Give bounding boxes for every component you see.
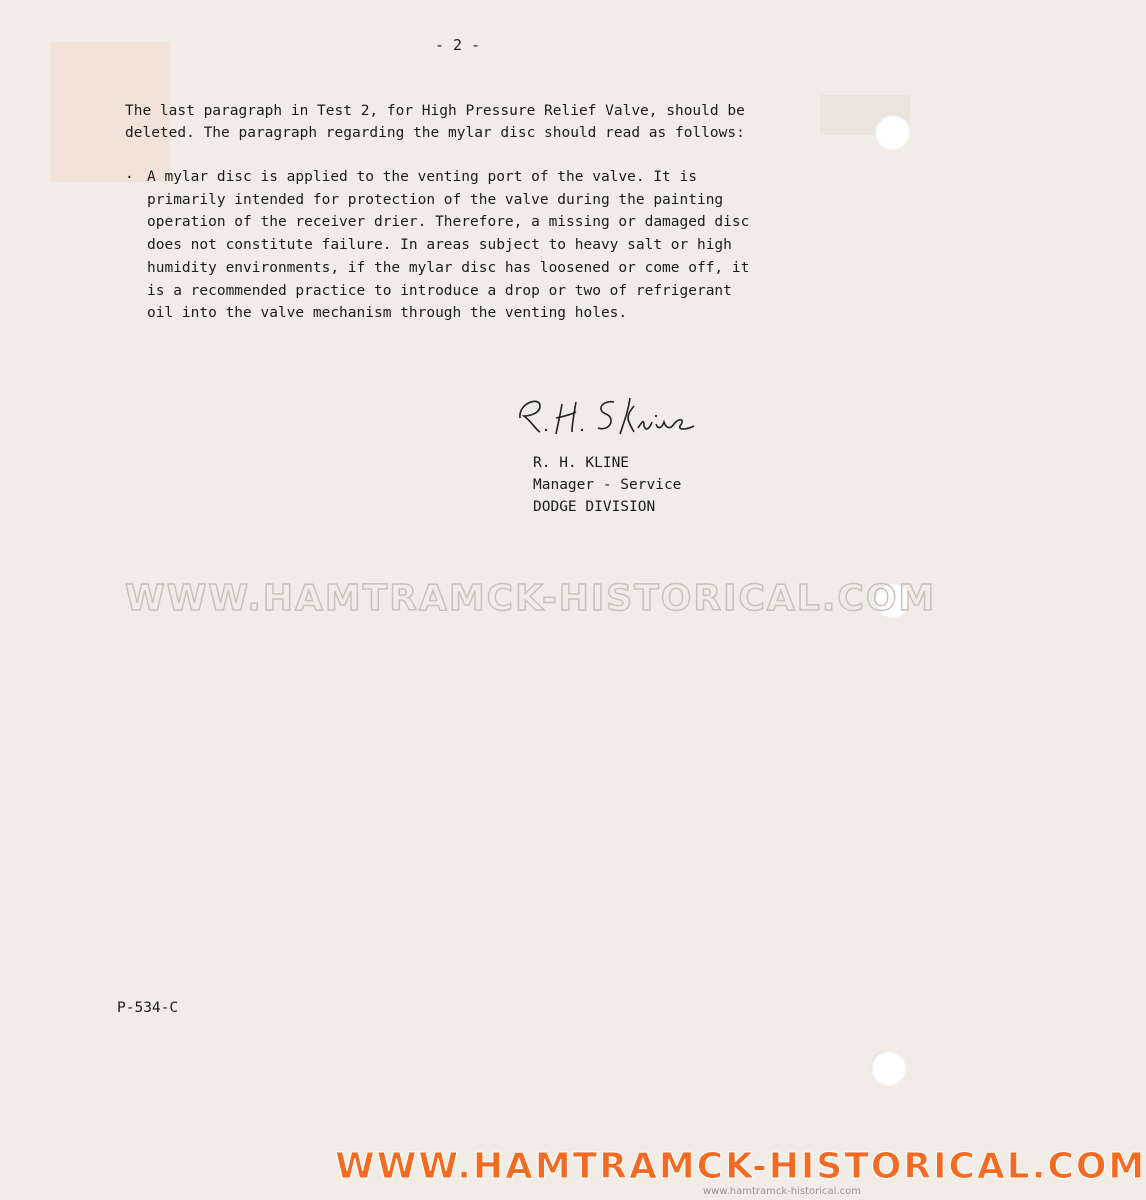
- watermark-middle: WWW.HAMTRAMCK-HISTORICAL.COM: [125, 578, 937, 619]
- paragraph-mylar-disc: A mylar disc is applied to the venting port of the valve. It is primarily intended for protection of the valve during the painting operation of the receiver drier. Therefore, a missing or damaged disc does not constitute failure. In areas subject to heavy salt or high humidity environments, if the mylar disc has loosened or come off, it is a recommended practice to introduce a drop or two of refrigerant oil into the valve mechanism through the venting holes.: [147, 169, 750, 322]
- signature: [510, 388, 720, 448]
- signer-name: R. H. KLINE: [533, 455, 630, 471]
- signer-title: Manager - Service: [533, 477, 682, 493]
- watermark-small: www.hamtramck-historical.com: [703, 1186, 861, 1197]
- paragraph-correction-intro: The last paragraph in Test 2, for High Pressure Relief Valve, should be deleted. The paragraph regarding the mylar disc should read as follows:: [125, 103, 745, 141]
- document-code: P-534-C: [117, 1000, 179, 1016]
- watermark-bottom: WWW.HAMTRAMCK-HISTORICAL.COM: [335, 1146, 1146, 1187]
- bullet-point: .: [125, 166, 134, 182]
- page-number: - 2 -: [435, 36, 481, 54]
- signer-division: DODGE DIVISION: [533, 499, 656, 515]
- binder-hole-bottom: [870, 1050, 906, 1086]
- binder-hole-top: [874, 114, 910, 150]
- signature-block: [533, 452, 681, 518]
